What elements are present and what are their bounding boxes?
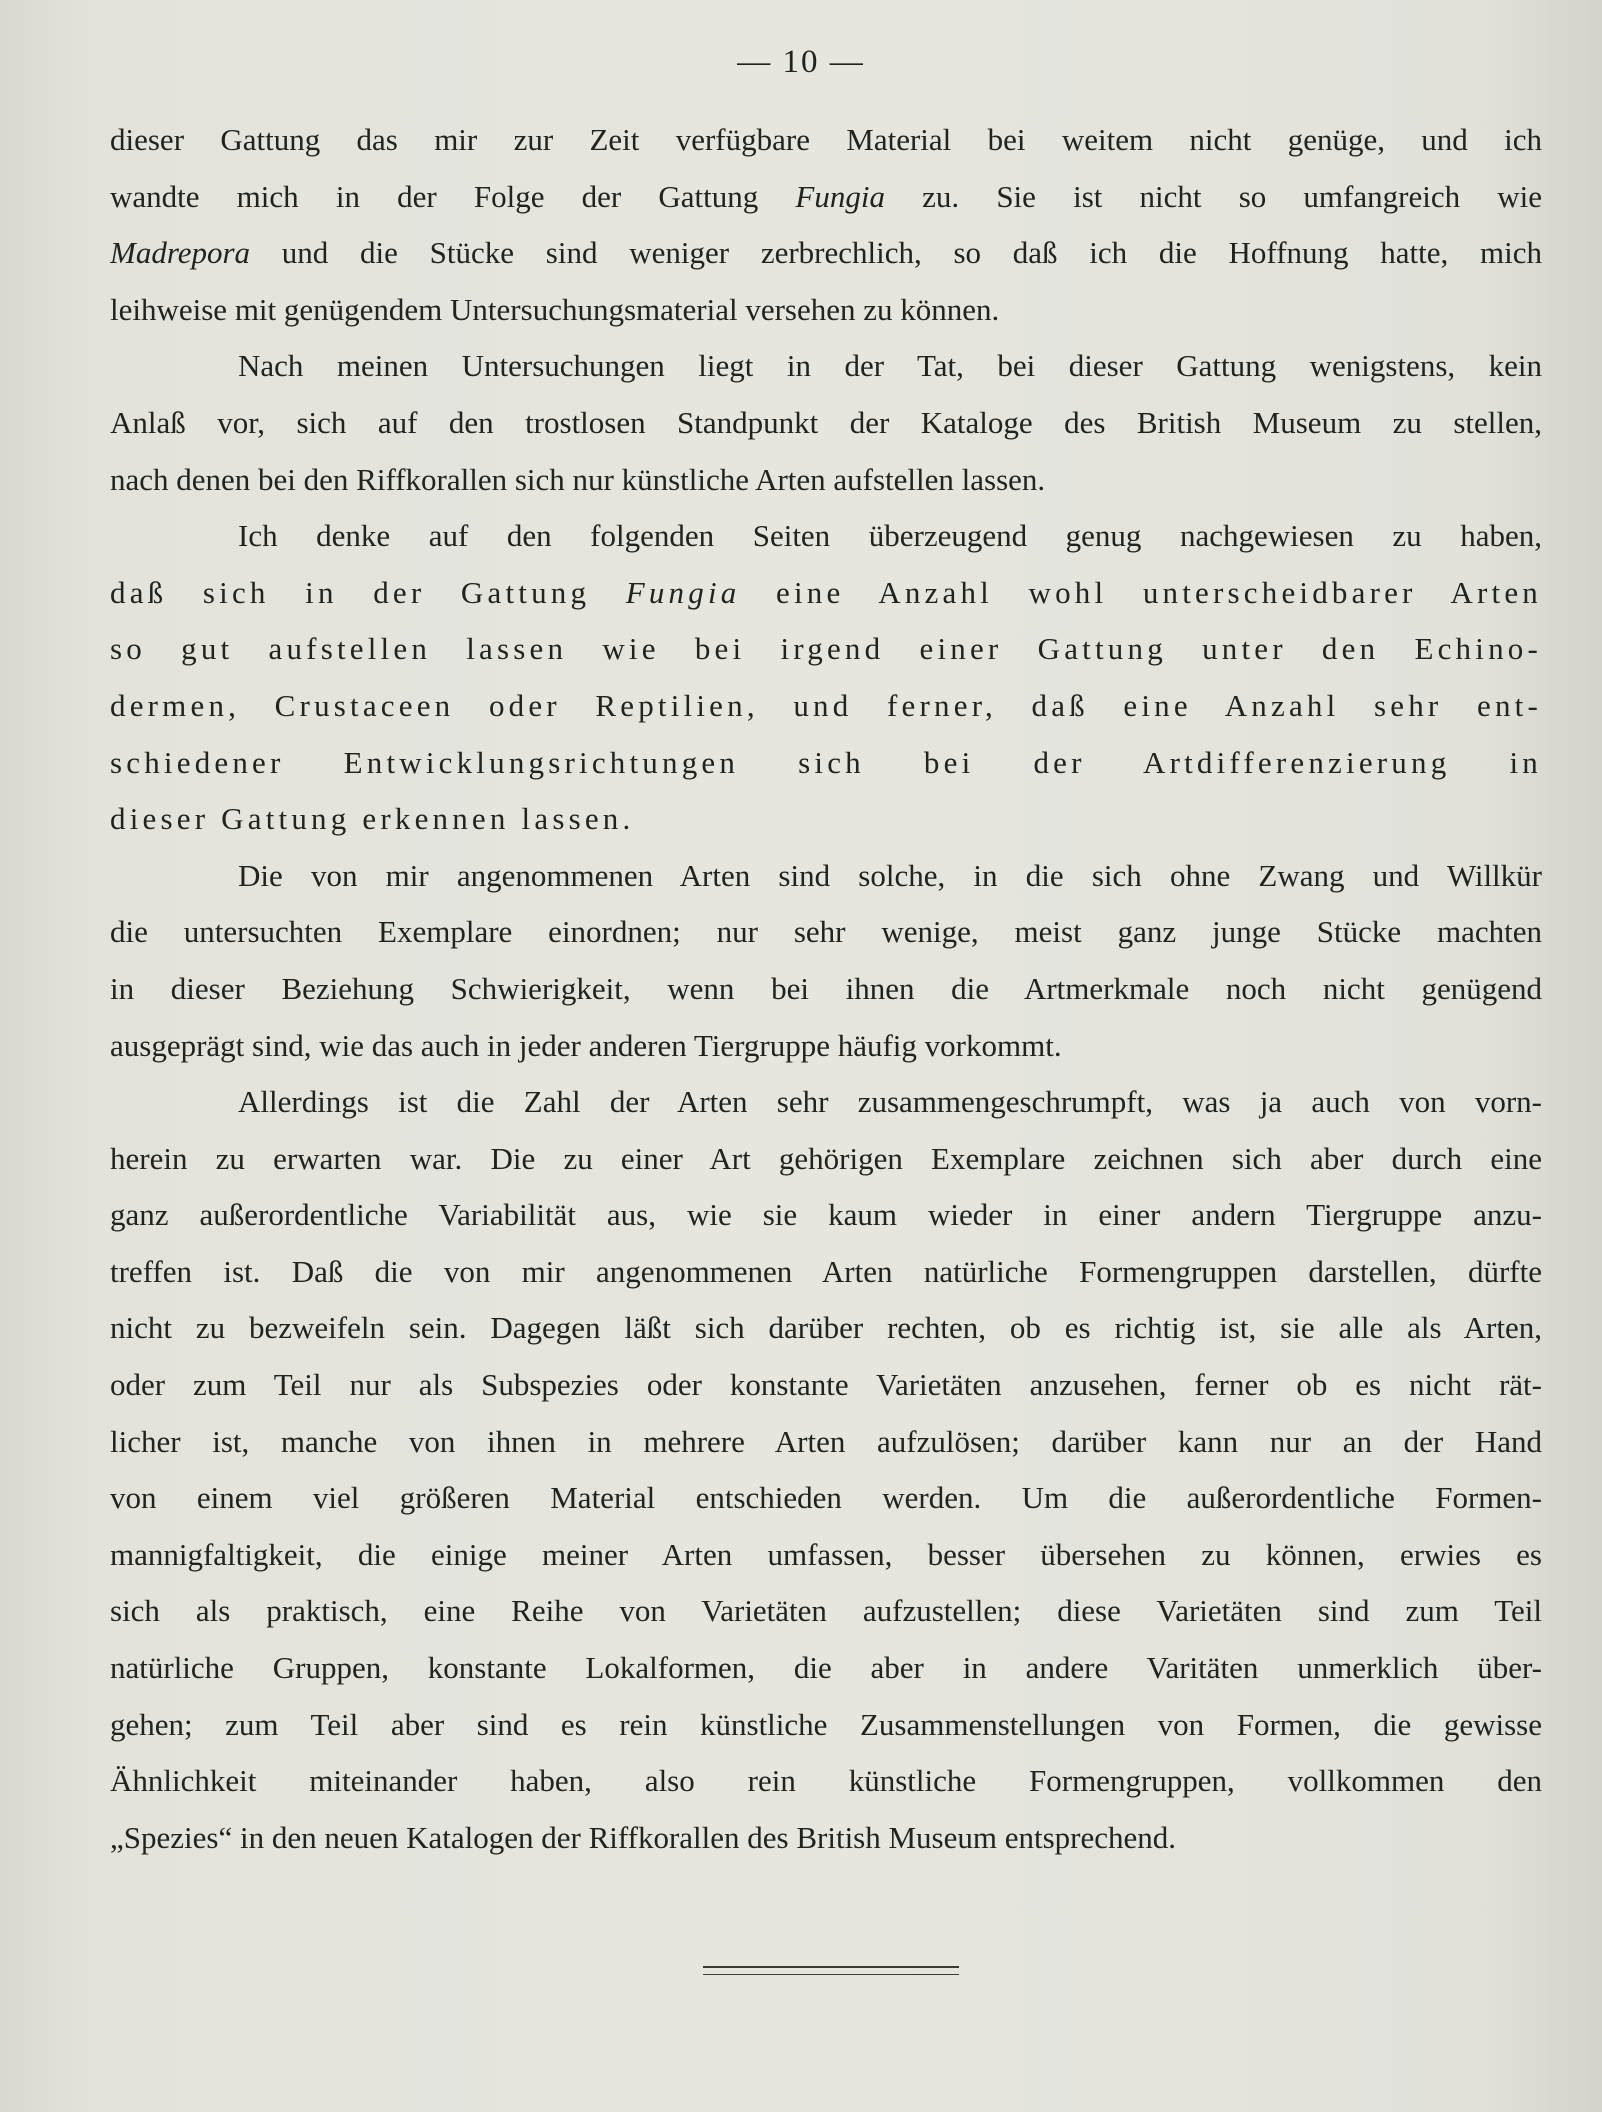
text-line (110, 1244, 1542, 1301)
text-segment: eine Anzahl wohl unterscheidbarer Arten (740, 574, 1542, 610)
text-line (110, 678, 1542, 735)
text-segment: gehen; zum Teil aber sind es rein künstliche Zusammenstellungen von Formen, die gewisse (110, 1706, 1542, 1742)
paragraph (110, 508, 1542, 848)
text-segment: treffen ist. Daß die von mir angenommenen Arten natürliche Formengruppen darstellen, dürfte (110, 1253, 1542, 1289)
text-line (110, 1187, 1542, 1244)
text-line (110, 1357, 1542, 1414)
text-segment: dieser Gattung erkennen lassen. (110, 801, 635, 837)
text-segment: und die Stücke sind weniger zerbrechlich, so daß ich die Hoffnung hatte, mich (250, 235, 1542, 271)
text-line (110, 904, 1542, 961)
text-line (110, 848, 1542, 905)
text-line (110, 961, 1542, 1018)
text-segment: von einem viel größeren Material entschieden werden. Um die außerordentliche Formen- (110, 1480, 1542, 1516)
text-segment: natürliche Gruppen, konstante Lokalformen, die aber in andere Varitäten unmerklich über- (110, 1650, 1542, 1686)
text-segment: daß sich in der Gattung (110, 574, 626, 610)
end-rule (703, 1966, 959, 1975)
text-segment: nicht zu bezweifeln sein. Dagegen läßt sich darüber rechten, ob es richtig ist, sie alle als Arten, (110, 1310, 1542, 1346)
text-segment: Nach meinen Untersuchungen liegt in der Tat, bei dieser Gattung wenigstens, kein (238, 348, 1542, 384)
text-line (110, 1300, 1542, 1357)
text-segment: sich als praktisch, eine Reihe von Varietäten aufzustellen; diese Varietäten sind zum Teil (110, 1593, 1542, 1629)
text-segment: licher ist, manche von ihnen in mehrere Arten aufzulösen; darüber kann nur an der Hand (110, 1423, 1542, 1459)
text-line (110, 1527, 1542, 1584)
text-line (110, 1131, 1542, 1188)
text-line (110, 508, 1542, 565)
text-line (110, 791, 1542, 848)
text-segment: nach denen bei den Riffkorallen sich nur künstliche Arten aufstellen lassen. (110, 461, 1046, 497)
taxon-name: Madrepora (110, 235, 251, 271)
text-line (110, 395, 1542, 452)
text-line (110, 1810, 1542, 1867)
taxon-name: Fungia (795, 178, 885, 214)
paragraph (110, 112, 1542, 338)
text-segment: mannigfaltigkeit, die einige meiner Arten umfassen, besser übersehen zu können, erwies es (110, 1536, 1542, 1572)
text-segment: ganz außerordentliche Variabilität aus, wie sie kaum wieder in einer andern Tiergruppe anzu- (110, 1197, 1542, 1233)
text-line (110, 1470, 1542, 1527)
text-segment: leihweise mit genügendem Untersuchungsmaterial versehen zu können. (110, 291, 1000, 327)
text-segment: die untersuchten Exemplare einordnen; nur sehr wenige, meist ganz junge Stücke machten (110, 914, 1542, 950)
text-line (110, 1583, 1542, 1640)
text-segment: oder zum Teil nur als Subspezies oder konstante Varietäten anzusehen, ferner ob es nicht rät- (110, 1367, 1542, 1403)
text-line (110, 1414, 1542, 1471)
text-line (110, 1697, 1542, 1754)
paragraph (110, 338, 1542, 508)
text-line (110, 225, 1542, 282)
paragraph (110, 848, 1542, 1074)
text-line (110, 338, 1542, 395)
text-segment: Allerdings ist die Zahl der Arten sehr zusammengeschrumpft, was ja auch von vorn- (238, 1084, 1542, 1120)
text-line (110, 169, 1542, 226)
text-line (110, 565, 1542, 622)
text-line (110, 1018, 1542, 1075)
paragraph (110, 1074, 1542, 1866)
page-number: — 10 — (737, 44, 865, 80)
text-segment: so gut aufstellen lassen wie bei irgend einer Gattung unter den Echino- (110, 631, 1542, 667)
text-segment: Die von mir angenommenen Arten sind solche, in die sich ohne Zwang und Willkür (238, 857, 1542, 893)
text-line (110, 452, 1542, 509)
text-segment: wandte mich in der Folge der Gattung (110, 178, 796, 214)
text-line (110, 735, 1542, 792)
text-segment: herein zu erwarten war. Die zu einer Art gehörigen Exemplare zeichnen sich aber durch eine (110, 1140, 1542, 1176)
text-segment: ausgeprägt sind, wie das auch in jeder anderen Tiergruppe häufig vorkommt. (110, 1027, 1062, 1063)
text-line (110, 112, 1542, 169)
text-segment: „Spezies“ in den neuen Katalogen der Riffkorallen des British Museum entsprechend. (110, 1819, 1177, 1855)
taxon-name: Fungia (625, 574, 741, 610)
text-segment: schiedener Entwicklungsrichtungen sich bei der Artdifferenzierung in (110, 744, 1542, 780)
text-segment: Anlaß vor, sich auf den trostlosen Standpunkt der Kataloge des British Museum zu stellen, (110, 404, 1542, 440)
text-segment: Ähnlichkeit miteinander haben, also rein künstliche Formengruppen, vollkommen den (110, 1763, 1542, 1799)
text-segment: in dieser Beziehung Schwierigkeit, wenn bei ihnen die Artmerkmale noch nicht genügend (110, 970, 1542, 1006)
body-text (110, 112, 1542, 1866)
text-line (110, 1753, 1542, 1810)
text-segment: dermen, Crustaceen oder Reptilien, und ferner, daß eine Anzahl sehr ent- (110, 687, 1542, 723)
text-segment: dieser Gattung das mir zur Zeit verfügbare Material bei weitem nicht genüge, und ich (110, 122, 1542, 157)
text-line (110, 1640, 1542, 1697)
text-line (110, 621, 1542, 678)
text-segment: zu. Sie ist nicht so umfangreich wie (884, 178, 1542, 214)
text-line (110, 1074, 1542, 1131)
text-line (110, 282, 1542, 339)
text-segment: Ich denke auf den folgenden Seiten überzeugend genug nachgewiesen zu haben, (238, 518, 1542, 554)
